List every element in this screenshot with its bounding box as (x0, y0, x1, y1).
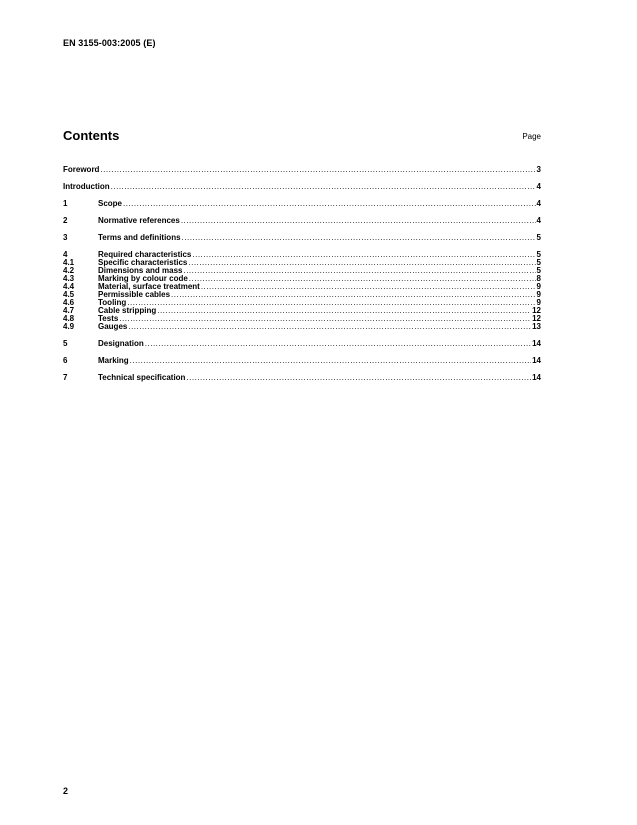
toc-entry-designation[interactable] (63, 340, 541, 348)
toc-leader-dots (171, 291, 536, 299)
table-of-contents (63, 166, 541, 382)
toc-entry-tests[interactable] (63, 315, 541, 323)
toc-entry-title: Tooling (98, 298, 127, 307)
toc-entry-title: Required characteristics (98, 250, 192, 259)
toc-entry-title: Marking (98, 356, 129, 365)
toc-entry-title: Introduction (63, 182, 110, 191)
toc-entry-page: 14 (532, 339, 541, 348)
toc-entry-cable-stripping[interactable] (63, 307, 541, 315)
toc-entry-title: Tests (98, 314, 119, 323)
toc-entry-page: 8 (536, 274, 541, 283)
toc-entry-page: 5 (536, 266, 541, 275)
toc-entry-page: 9 (536, 290, 541, 299)
toc-leader-dots (201, 283, 536, 291)
toc-entry-technical-specification[interactable] (63, 374, 541, 382)
page-number: 2 (63, 786, 69, 796)
toc-leader-dots (189, 275, 536, 283)
toc-leader-dots (183, 267, 535, 275)
toc-entry-number: 7 (63, 373, 68, 382)
toc-entry-page: 9 (536, 282, 541, 291)
document-id-header: EN 3155-003:2005 (E) (63, 38, 156, 48)
toc-entry-number: 4 (63, 250, 68, 259)
toc-entry-number: 3 (63, 233, 68, 242)
toc-entry-introduction[interactable] (63, 183, 541, 191)
toc-entry-number: 2 (63, 216, 68, 225)
toc-entry-page: 9 (536, 298, 541, 307)
toc-leader-dots (128, 323, 531, 331)
toc-entry-title: Technical specification (98, 373, 186, 382)
page-column-label: Page (522, 132, 541, 141)
toc-entry-number: 1 (63, 199, 68, 208)
toc-entry-title: Permissible cables (98, 290, 171, 299)
toc-entry-permissible-cables[interactable] (63, 291, 541, 299)
toc-leader-dots (123, 200, 536, 208)
toc-entry-number: 6 (63, 356, 68, 365)
toc-entry-title: Designation (98, 339, 144, 348)
toc-entry-foreword[interactable] (63, 166, 541, 174)
toc-entry-normative-references[interactable] (63, 217, 541, 225)
toc-leader-dots (181, 217, 536, 225)
toc-entry-page: 12 (532, 314, 541, 323)
toc-leader-dots (100, 166, 535, 174)
toc-entry-title: Specific characteristics (98, 258, 188, 267)
toc-entry-title: Normative references (98, 216, 180, 225)
toc-leader-dots (130, 357, 531, 365)
toc-entry-number: 4.1 (63, 258, 75, 267)
toc-leader-dots (119, 315, 531, 323)
toc-entry-title: Marking by colour code (98, 274, 188, 283)
toc-entry-page: 3 (536, 165, 541, 174)
toc-leader-dots (186, 374, 531, 382)
toc-entry-page: 14 (532, 356, 541, 365)
toc-entry-gauges[interactable] (63, 323, 541, 331)
toc-entry-page: 5 (536, 250, 541, 259)
toc-entry-page: 5 (536, 258, 541, 267)
toc-entry-page: 4 (536, 216, 541, 225)
toc-entry-title: Scope (98, 199, 123, 208)
toc-entry-title: Material, surface treatment (98, 282, 200, 291)
toc-leader-dots (192, 251, 535, 259)
toc-entry-number: 4.2 (63, 266, 75, 275)
toc-entry-number: 5 (63, 339, 68, 348)
toc-entry-number: 4.4 (63, 282, 75, 291)
toc-entry-scope[interactable] (63, 200, 541, 208)
toc-entry-page: 14 (532, 373, 541, 382)
toc-leader-dots (145, 340, 531, 348)
toc-entry-number: 4.5 (63, 290, 75, 299)
toc-entry-page: 5 (536, 233, 541, 242)
toc-entry-number: 4.3 (63, 274, 75, 283)
toc-leader-dots (111, 183, 536, 191)
toc-entry-title: Foreword (63, 165, 100, 174)
toc-entry-number: 4.8 (63, 314, 75, 323)
toc-entry-terms-definitions[interactable] (63, 234, 541, 242)
toc-leader-dots (182, 234, 536, 242)
toc-entry-number: 4.9 (63, 322, 75, 331)
toc-entry-page: 12 (532, 306, 541, 315)
toc-entry-page: 4 (536, 182, 541, 191)
toc-entry-title: Terms and definitions (98, 233, 181, 242)
toc-entry-title: Gauges (98, 322, 128, 331)
toc-entry-page: 13 (532, 322, 541, 331)
toc-leader-dots (157, 307, 531, 315)
toc-entry-number: 4.7 (63, 306, 75, 315)
toc-entry-title: Cable stripping (98, 306, 157, 315)
toc-leader-dots (127, 299, 535, 307)
toc-entry-page: 4 (536, 199, 541, 208)
toc-entry-number: 4.6 (63, 298, 75, 307)
contents-title: Contents (63, 128, 120, 143)
toc-entry-marking[interactable] (63, 357, 541, 365)
toc-leader-dots (188, 259, 535, 267)
toc-entry-title: Dimensions and mass (98, 266, 183, 275)
